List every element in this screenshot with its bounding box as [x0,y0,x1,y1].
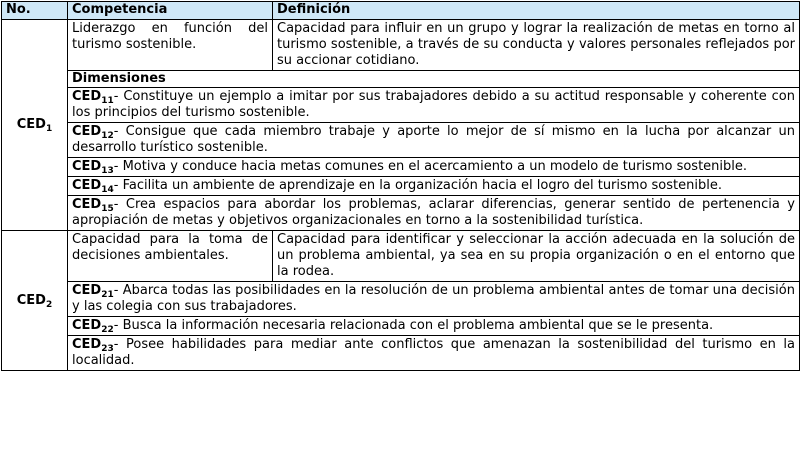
dimension-row [2,282,800,317]
dimension-code: CED [72,124,102,139]
dimension-code: CED [72,178,102,193]
dimension-text: - Motiva y conduce hacia metas comunes en el acercamiento a un modelo de turismo sostenible. [113,159,748,174]
ced2-definicion: Capacidad para identificar y seleccionar la acción adecuada en la solución de un problema ambiental, ya sea en su propia organización o en el entorno que la rodea. [273,231,800,282]
dimension-row [2,336,800,371]
dimension-row [2,123,800,158]
ced2-label-base: CED [16,292,46,308]
ced2-main-row [2,231,800,282]
dimension-sub: 15 [101,204,114,214]
dimension-sub: 14 [101,185,114,195]
dimension-code: CED [72,197,102,212]
dimension-ced11 [68,88,800,123]
dimension-sub: 11 [101,96,114,106]
dimension-code: CED [72,89,102,104]
dimension-sub: 23 [101,344,114,354]
ced1-dimensiones-row [2,71,800,88]
ced1-label [2,20,68,231]
dimensiones-header: Dimensiones [68,71,800,88]
dimension-ced22 [68,317,800,336]
dimension-text: - Facilita un ambiente de aprendizaje en la organización hacia el logro del turismo sostenible. [113,178,722,193]
dimension-text: - Constituye un ejemplo a imitar por sus trabajadores debido a su actitud responsable y coherente con los principios del turismo sostenible. [72,89,795,120]
dimension-text: - Busca la información necesaria relacionada con el problema ambiental que se le presenta. [113,318,714,333]
dimension-ced13 [68,158,800,177]
ced2-competencia: Capacidad para la toma de decisiones ambientales. [68,231,273,282]
ced1-label-base: CED [16,117,46,132]
ced1-label-sub: 1 [45,124,53,134]
dimension-ced14 [68,177,800,196]
dimension-row [2,317,800,336]
dimension-row [2,88,800,123]
dimension-row [2,158,800,177]
dimension-sub: 22 [101,325,114,335]
dimension-ced23 [68,336,800,371]
ced2-label-sub: 2 [45,299,53,310]
dimension-code: CED [72,283,102,298]
header-no: No. [2,2,68,20]
dimension-ced12 [68,123,800,158]
ced1-main-row [2,20,800,71]
header-row [2,2,800,20]
competencias-table [1,1,800,371]
header-definicion: Definición [273,2,800,20]
dimension-code: CED [72,159,102,174]
ced2-label [2,231,68,371]
dimension-sub: 13 [101,166,114,176]
dimension-code: CED [72,318,102,333]
dimension-ced21 [68,282,800,317]
dimension-row [2,196,800,231]
dimension-text: - Consigue que cada miembro trabaje y aporte lo mejor de sí mismo en la lucha por alcanzar un desarrollo turístico sostenible. [72,124,795,155]
dimension-ced15 [68,196,800,231]
dimension-row [2,177,800,196]
dimension-text: - Posee habilidades para mediar ante conflictos que amenazan la sostenibilidad del turismo en la localidad. [72,337,795,368]
dimension-text: - Crea espacios para abordar los problemas, aclarar diferencias, generar sentido de pertenencia y apropiación de metas y objetivos organizacionales en torno a la sostenibilidad turística. [72,197,795,228]
dimension-text: - Abarca todas las posibilidades en la resolución de un problema ambiental antes de tomar una decisión y las colegia con sus trabajadores. [72,283,795,314]
header-competencia: Competencia [68,2,273,20]
dimension-sub: 12 [101,131,114,141]
dimension-sub: 21 [101,290,114,300]
dimension-code: CED [72,337,102,352]
ced1-definicion: Capacidad para influir en un grupo y lograr la realización de metas en torno al turismo sostenible, a través de su conducta y valores personales reflejados por su accionar cotidiano. [273,20,800,71]
ced1-competencia: Liderazgo en función del turismo sostenible. [68,20,273,71]
